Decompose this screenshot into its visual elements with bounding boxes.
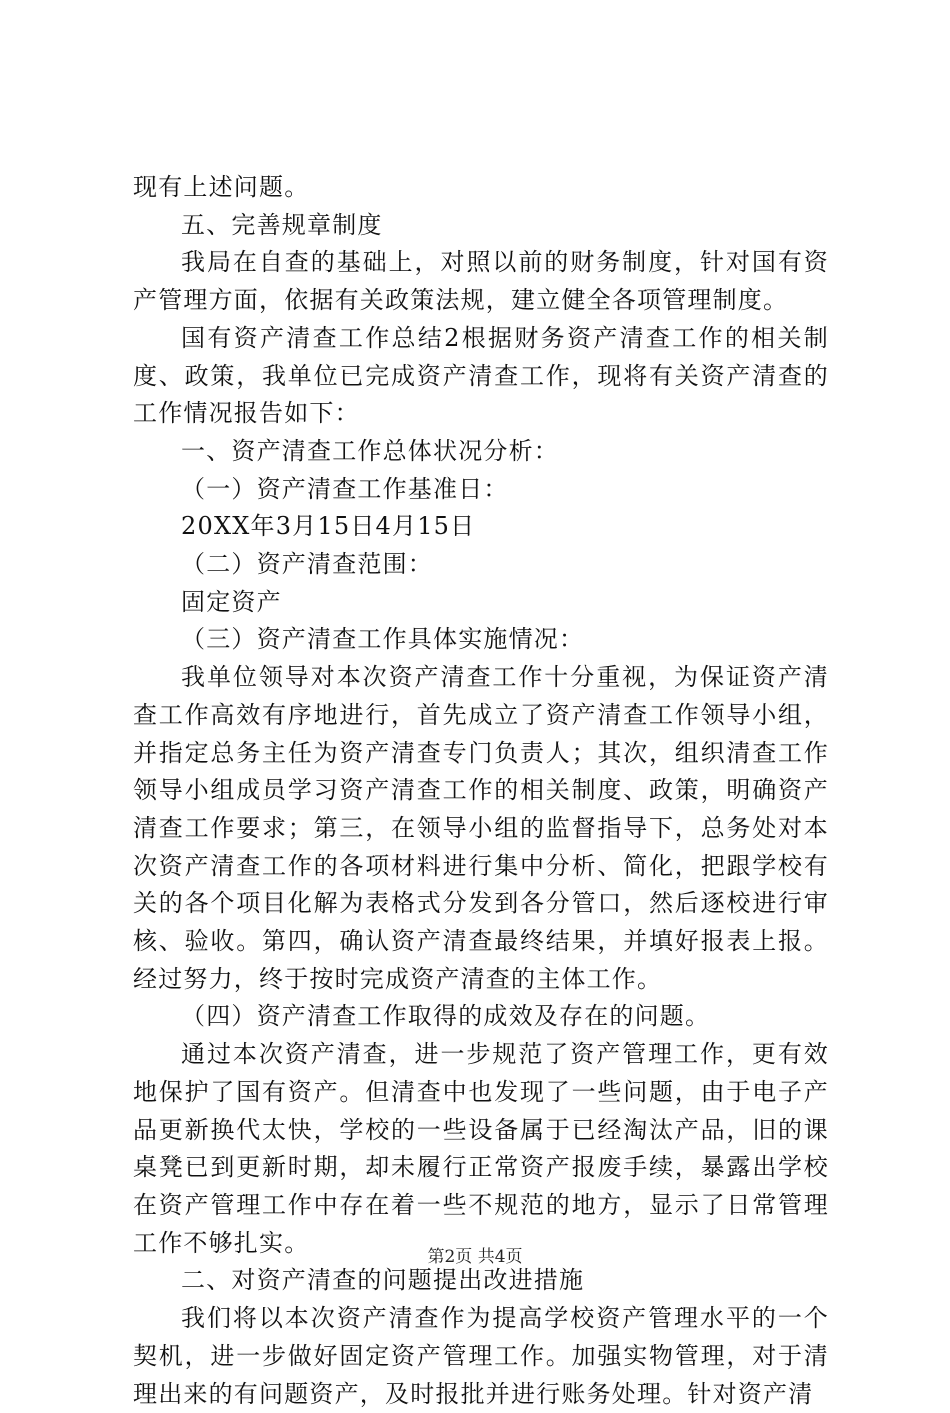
paragraph: （一）资产清查工作基准日： [181,474,509,503]
document-body [133,169,829,1413]
paragraph: 五、完善规章制度 [181,210,383,239]
paragraph: 固定资产 [181,587,282,616]
paragraph: 20XX年3月15日4月15日 [181,512,476,541]
page-footer: 第2页 共4页 [427,1247,523,1267]
paragraph: （二）资产清查范围： [181,550,433,579]
paragraph: 国有资产清查工作总结2根据财务资产清查工作的相关制度、政策，我单位已完成资产清查工作，现将有关资产清查的工作情况报告如下： [133,323,829,428]
paragraph: 现有上述问题。 [133,173,310,201]
paragraph: （四）资产清查工作取得的成效及存在的问题。 [181,1002,711,1031]
paragraph: （三）资产清查工作具体实施情况： [181,625,585,654]
paragraph: 我局在自查的基础上，对照以前的财务制度，针对国有资产管理方面，依据有关政策法规，建立健全各项管理制度。 [133,248,829,315]
paragraph: 我单位领导对本次资产清查工作十分重视，为保证资产清查工作高效有序地进行，首先成立了资产清查工作领导小组，并指定总务主任为资产清查专门负责人；其次，组织清查工作领导小组成员学习资产清查工作的相关制度、政策，明确资产清查工作要求；第三，在领导小组的监督指导下，总务处对本次资产清查工作的各项材料进行集中分析、简化，把跟学校有关的各个项目化解为表格式分发到各分管口，然后逐校进行审核、验收。第四，确认资产清查最终结果，并填好报表上报。经过努力，终于按时完成资产清查的主体工作。 [133,663,829,993]
paragraph: 二、对资产清查的问题提出改进措施 [181,1266,585,1295]
paragraph: 我们将以本次资产清查作为提高学校资产管理水平的一个契机，进一步做好固定资产管理工作。加强实物管理，对于清理出来的有问题资产，及时报批并进行账务处理。针对资产清 [133,1304,829,1408]
paragraph: 一、资产清查工作总体状况分析： [181,436,559,465]
paragraph: 通过本次资产清查，进一步规范了资产管理工作，更有效地保护了国有资产。但清查中也发现了一些问题，由于电子产品更新换代太快，学校的一些设备属于已经淘汰产品，旧的课桌凳已到更新时期，却未履行正常资产报废手续，暴露出学校在资产管理工作中存在着一些不规范的地方，显示了日常管理工作不够扎实。 [133,1040,829,1257]
